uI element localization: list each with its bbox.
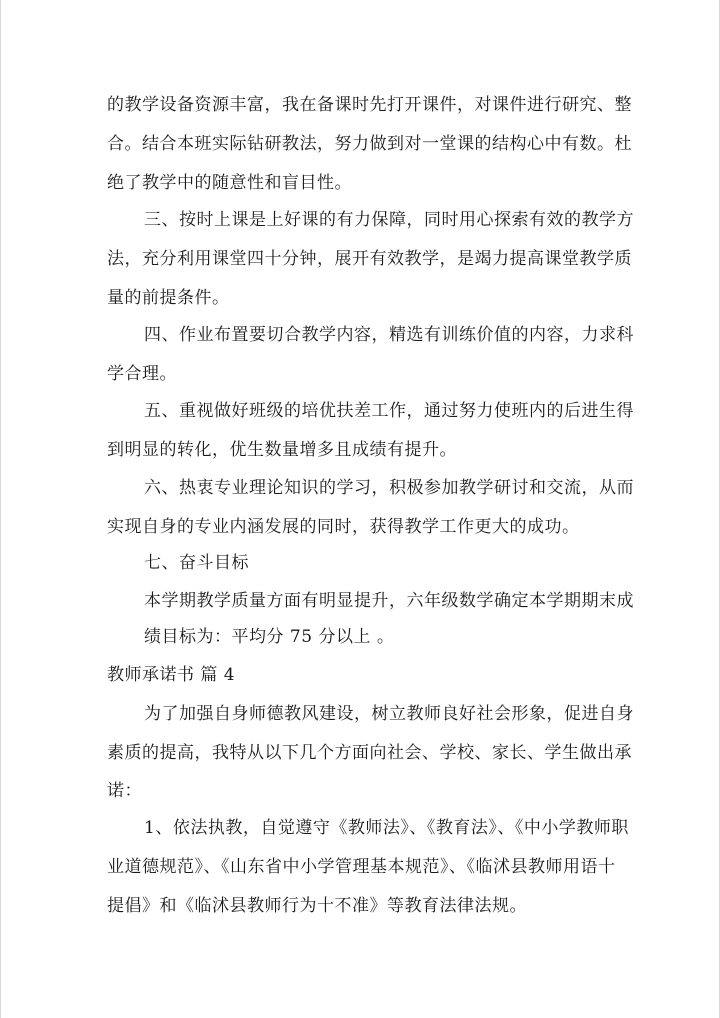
text-line: 实现自身的专业内涵发展的同时，获得教学工作更大的成功。 bbox=[107, 517, 580, 537]
text-line: 法，充分利用课堂四十分钟，展开有效教学，是竭力提高课堂教学质 bbox=[107, 249, 632, 269]
section-heading: 七、奋斗目标 bbox=[144, 553, 249, 573]
text-line: 量的前提条件。 bbox=[107, 288, 230, 308]
text-line: 1、依法执教，自觉遵守《教师法》、《教育法》、《中小学教师职 bbox=[144, 818, 629, 838]
text-line: 四、作业布置要切合教学内容，精选有训练价值的内容，力求科 bbox=[144, 325, 634, 345]
text-line: 合。结合本班实际钻研教法，努力做到对一堂课的结构心中有数。杜 bbox=[107, 134, 632, 154]
article-title: 教师承诺书 篇 4 bbox=[107, 665, 236, 685]
text-line: 素质的提高，我特从以下几个方面向社会、学校、家长、学生做出承 bbox=[107, 743, 632, 763]
text-line: 五、重视做好班级的培优扶差工作，通过努力使班内的后进生得 bbox=[144, 401, 634, 421]
text-line: 诺： bbox=[107, 781, 142, 801]
text-line: 为了加强自身师德教风建设，树立教师良好社会形象，促进自身 bbox=[144, 704, 634, 724]
text-line: 绝了教学中的随意性和盲目性。 bbox=[107, 173, 352, 193]
text-line: 提倡》和《临沭县教师行为十不准》等教育法律法规。 bbox=[107, 896, 527, 916]
text-line: 绩目标为：平均分 75 分以上 。 bbox=[144, 627, 395, 647]
text-line: 三、按时上课是上好课的有力保障，同时用心探索有效的教学方 bbox=[144, 210, 634, 230]
text-line: 到明显的转化，优生数量增多且成绩有提升。 bbox=[107, 440, 457, 460]
text-line: 六、热衷专业理论知识的学习，积极参加教学研讨和交流，从而 bbox=[144, 478, 634, 498]
text-line: 业道德规范》、《山东省中小学管理基本规范》、《临沭县教师用语十 bbox=[107, 857, 616, 877]
text-line: 的教学设备资源丰富，我在备课时先打开课件，对课件进行研究、整 bbox=[107, 95, 632, 115]
text-line: 学合理。 bbox=[107, 364, 177, 384]
text-line: 本学期教学质量方面有明显提升，六年级数学确定本学期期末成 bbox=[144, 591, 634, 611]
